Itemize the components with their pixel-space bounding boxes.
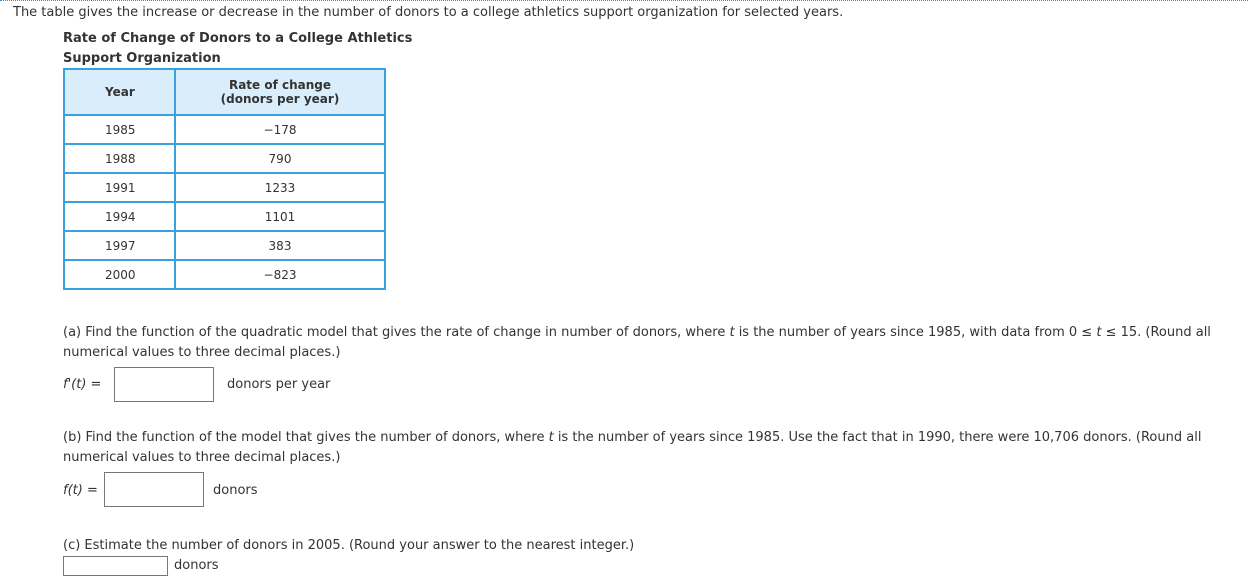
part-c-answer-input[interactable] [63, 556, 168, 576]
header-year: Year [64, 69, 175, 115]
table-row [64, 173, 385, 202]
part-b-func-label: f(t) [63, 483, 83, 498]
part-a-unit: donors per year [227, 377, 331, 392]
table-row [64, 231, 385, 260]
part-a-label [63, 377, 101, 392]
table-header-row [64, 69, 385, 115]
header-rate [175, 69, 385, 115]
cell-rate: 1101 [175, 202, 385, 231]
part-a-var: t [729, 325, 735, 340]
part-b-text-2: is the number of years since 1985. Use the fact that in 1990, there were 10,706 donors. (Round all numerical values to three decimal places.) [63, 430, 1202, 465]
part-b-equals: = [86, 483, 98, 498]
cell-year: 1988 [64, 144, 175, 173]
part-a-text-2: is the number of years since 1985, with data from 0 ≤ [734, 325, 1097, 340]
part-a-question [63, 323, 1243, 363]
part-b-text-1: (b) Find the function of the model that gives the number of donors, where [63, 430, 549, 445]
intro-text: The table gives the increase or decrease in the number of donors to a college athletics support organization for selected years. [13, 5, 844, 20]
cell-rate: 790 [175, 144, 385, 173]
part-c-question: (c) Estimate the number of donors in 2005. (Round your answer to the nearest integer.) [63, 538, 635, 553]
part-a-equals: = [90, 377, 102, 392]
cell-rate: −178 [175, 115, 385, 144]
donor-rate-table [63, 68, 386, 290]
table-row [64, 115, 385, 144]
cell-rate: 1233 [175, 173, 385, 202]
part-a-text-3: ≤ 15. (Round all numerical values to three decimal places.) [63, 325, 1211, 360]
cell-year: 1994 [64, 202, 175, 231]
table-row [64, 260, 385, 289]
part-a-func-label: f'(t) [63, 377, 87, 392]
part-b-question [63, 428, 1243, 468]
cell-rate: −823 [175, 260, 385, 289]
part-b-answer-input[interactable] [104, 472, 204, 507]
part-a-text-1: (a) Find the function of the quadratic model that gives the rate of change in number of donors, where [63, 325, 730, 340]
part-a-answer-input[interactable] [114, 367, 214, 402]
table-row [64, 144, 385, 173]
part-b-label [63, 483, 98, 498]
part-c-unit: donors [174, 558, 219, 573]
top-divider [0, 0, 1248, 1]
cell-rate: 383 [175, 231, 385, 260]
part-b-var: t [548, 430, 554, 445]
cell-year: 1997 [64, 231, 175, 260]
cell-year: 2000 [64, 260, 175, 289]
cell-year: 1985 [64, 115, 175, 144]
table-row [64, 202, 385, 231]
part-b-unit: donors [213, 483, 258, 498]
cell-year: 1991 [64, 173, 175, 202]
header-rate-line2: (donors per year) [220, 92, 340, 106]
table-title-line2: Support Organization [63, 51, 221, 66]
table-title-line1: Rate of Change of Donors to a College Athletics [63, 31, 413, 46]
part-a-var2: t [1096, 325, 1102, 340]
header-rate-line1: Rate of change [228, 78, 332, 92]
